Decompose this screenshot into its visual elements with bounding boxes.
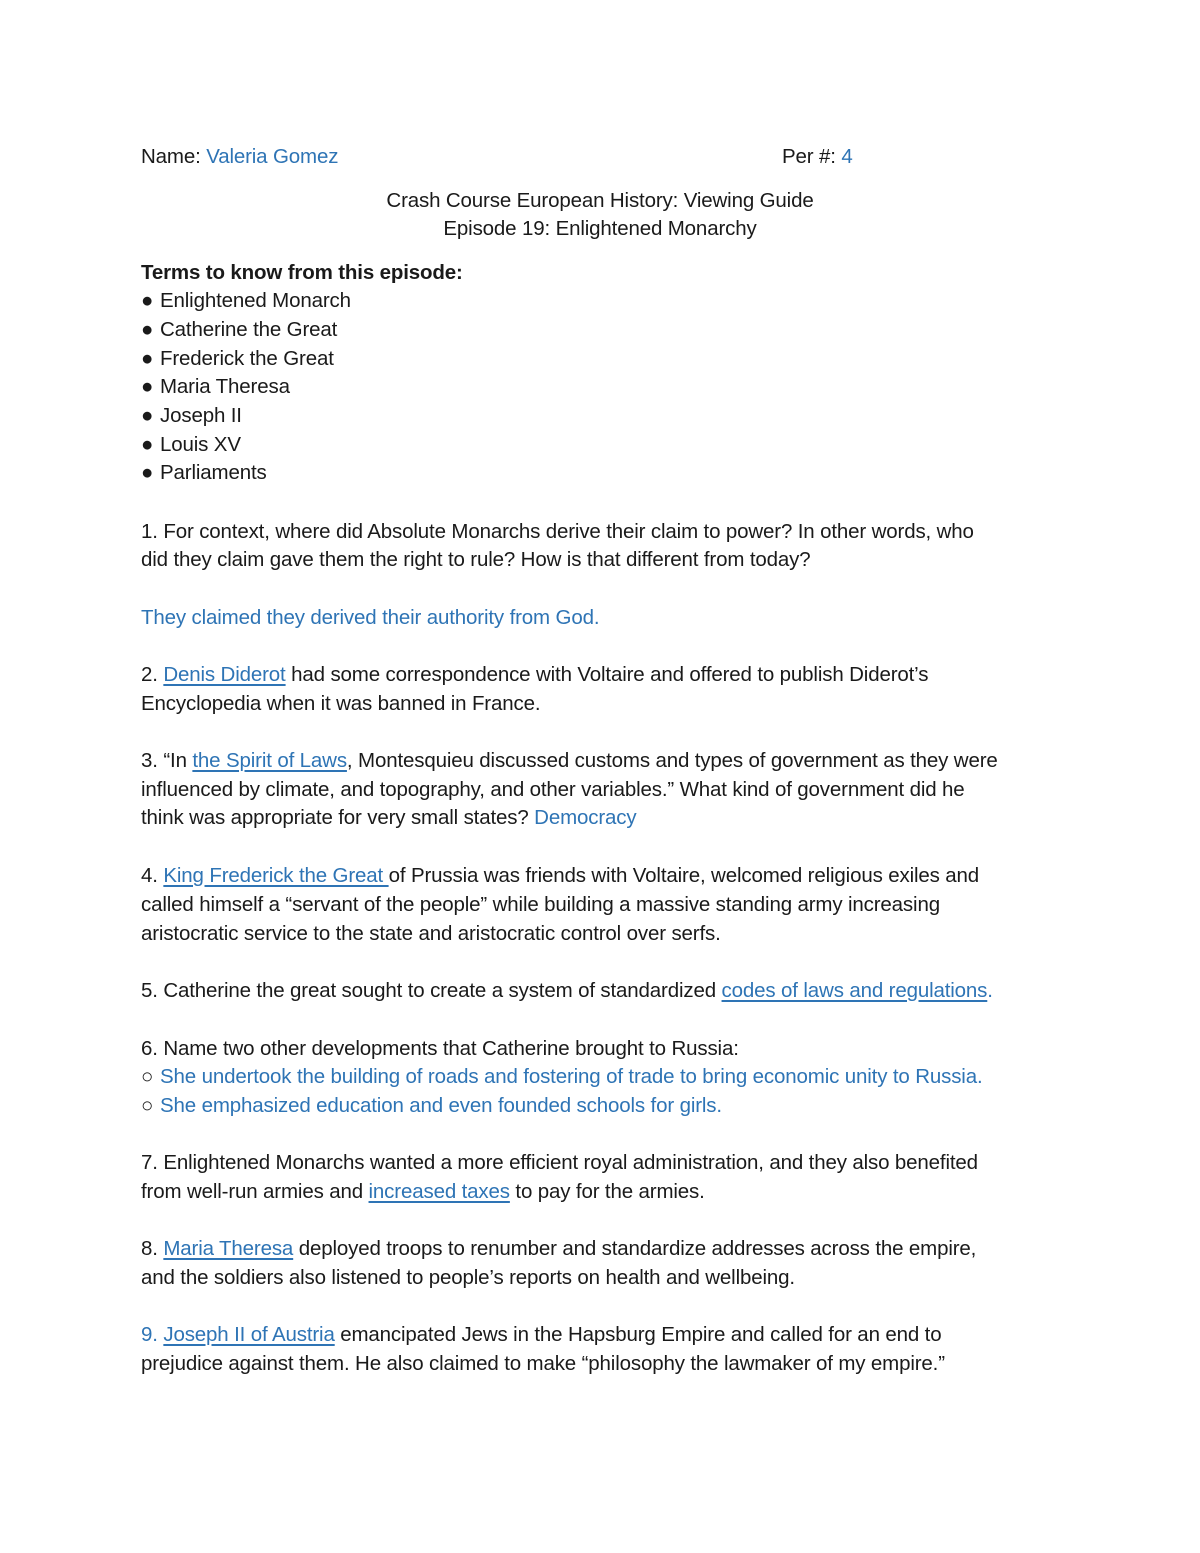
question-3-line-3 [141,803,636,832]
bullet-icon: ● [141,347,154,370]
question-4-line-3: aristocratic service to the state and aristocratic control over serfs. [141,922,721,945]
answer-6-item [141,1091,722,1120]
document-title: Crash Course European History: Viewing Guide [386,189,814,212]
term-label: Enlightened Monarch [160,289,351,312]
term-label: Parliaments [160,461,267,484]
answer-6a: She undertook the building of roads and fostering of trade to bring economic unity to Russia. [160,1065,983,1088]
term-item [141,372,290,401]
answer-9-link[interactable]: Joseph II of Austria [163,1323,335,1346]
term-item [141,315,337,344]
question-6-line-1: 6. Name two other developments that Catherine brought to Russia: [141,1037,739,1060]
term-label: Joseph II [160,404,242,427]
term-label: Louis XV [160,433,241,456]
question-8-line-2: and the soldiers also listened to people’s reports on health and wellbeing. [141,1266,795,1289]
term-label: Frederick the Great [160,347,334,370]
bullet-icon: ● [141,289,154,312]
bullet-icon: ● [141,318,154,341]
question-7-text: from well-run armies and [141,1180,369,1203]
answer-2-link[interactable]: Denis Diderot [163,663,286,686]
question-3-number: 3. “In [141,749,193,772]
term-item [141,401,242,430]
name-line [141,142,338,171]
terms-heading: Terms to know from this episode: [141,261,463,284]
question-5-period: . [987,979,993,1002]
question-5-line-1 [141,976,993,1005]
answer-3b: Democracy [534,806,637,829]
circle-bullet-icon: ○ [141,1065,154,1088]
question-9-line-2: prejudice against them. He also claimed to make “philosophy the lawmaker of my empire.” [141,1352,945,1375]
answer-6b: She emphasized education and even founded schools for girls. [160,1094,722,1117]
question-8-line-1 [141,1234,976,1263]
question-4-number: 4. [141,864,164,887]
question-4-text: of Prussia was friends with Voltaire, welcomed religious exiles and [388,864,980,887]
answer-6-item [141,1062,983,1091]
term-item [141,344,334,373]
period-value: 4 [841,145,853,168]
bullet-icon: ● [141,433,154,456]
question-3-line-1 [141,746,998,775]
answer-7-link[interactable]: increased taxes [368,1180,510,1203]
term-item [141,286,351,315]
question-4-line-1 [141,861,979,890]
name-value: Valeria Gomez [206,145,339,168]
question-8-number: 8. [141,1237,164,1260]
question-3-line-2: influenced by climate, and topography, and other variables.” What kind of government did he [141,778,965,801]
term-item [141,458,267,487]
term-label: Maria Theresa [160,375,290,398]
question-9-number: 9. [141,1323,164,1346]
period-label: Per #: [782,145,836,168]
question-2-text: had some correspondence with Voltaire and offered to publish Diderot’s [285,663,929,686]
question-1-line-2: did they claim gave them the right to rule? How is that different from today? [141,548,811,571]
question-4-line-2: called himself a “servant of the people” while building a massive standing army increasing [141,893,940,916]
answer-3-link[interactable]: the Spirit of Laws [192,749,347,772]
answer-8-link[interactable]: Maria Theresa [163,1237,294,1260]
question-2-line-1 [141,660,928,689]
circle-bullet-icon: ○ [141,1094,154,1117]
question-9-line-1 [141,1320,941,1349]
question-2-number: 2. [141,663,164,686]
question-1-line-1: 1. For context, where did Absolute Monarchs derive their claim to power? In other words, who [141,520,974,543]
question-7-line-1: 7. Enlightened Monarchs wanted a more efficient royal administration, and they also benefited [141,1151,978,1174]
question-7-text: to pay for the armies. [509,1180,705,1203]
term-label: Catherine the Great [160,318,338,341]
answer-5-link[interactable]: codes of laws and regulations [721,979,988,1002]
name-label: Name: [141,145,201,168]
question-8-text: deployed troops to renumber and standardize addresses across the empire, [293,1237,977,1260]
question-3-text: , Montesquieu discussed customs and types of government as they were [346,749,998,772]
bullet-icon: ● [141,461,154,484]
question-5-text: 5. Catherine the great sought to create a system of standardized [141,979,722,1002]
bullet-icon: ● [141,375,154,398]
document-subtitle: Episode 19: Enlightened Monarchy [443,217,757,240]
question-7-line-2 [141,1177,705,1206]
answer-1: They claimed they derived their authority from God. [141,606,600,629]
period-line [782,142,853,171]
question-2-line-2: Encyclopedia when it was banned in France. [141,692,541,715]
term-item [141,430,241,459]
bullet-icon: ● [141,404,154,427]
answer-4-link[interactable]: King Frederick the Great [163,864,389,887]
question-3-text: think was appropriate for very small states? [141,806,535,829]
question-9-text: emancipated Jews in the Hapsburg Empire and called for an end to [334,1323,942,1346]
